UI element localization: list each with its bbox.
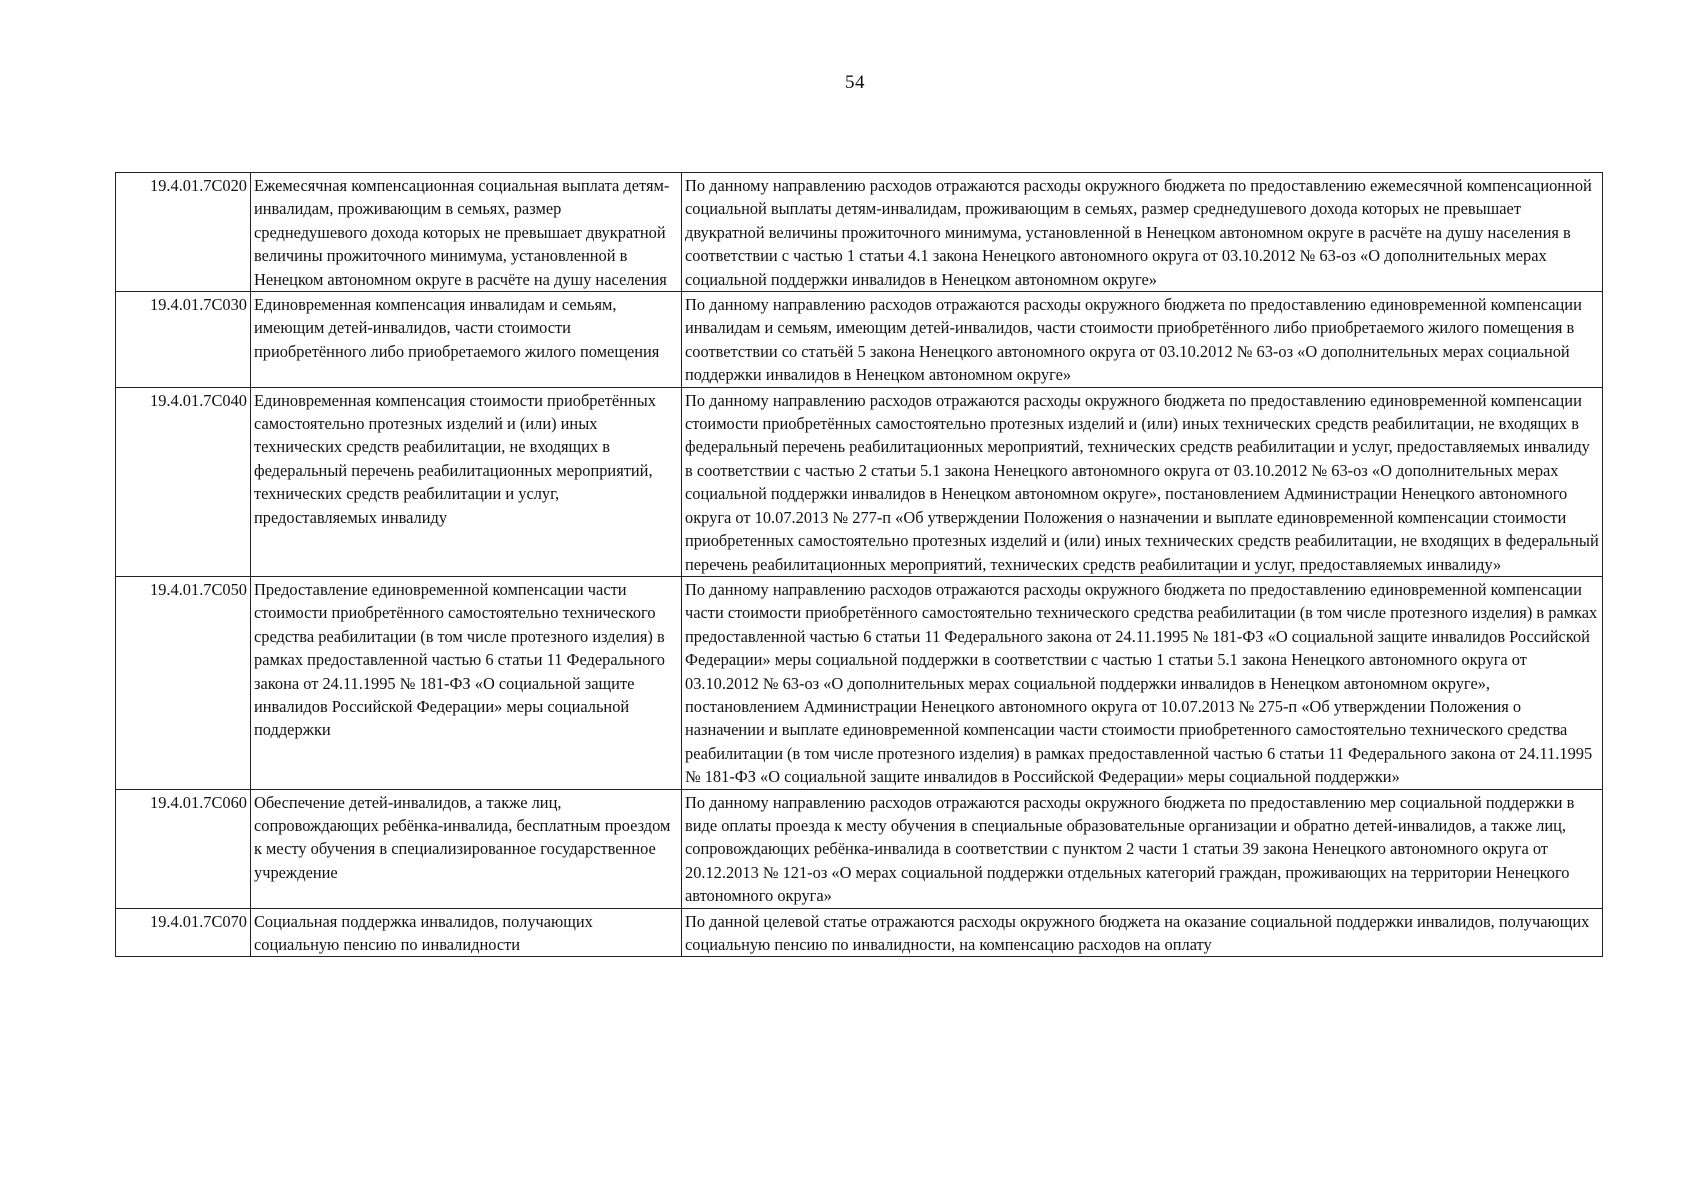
table-row [116, 908, 1603, 957]
table-row [116, 387, 1603, 576]
page-number: 54 [845, 72, 865, 93]
target-article-code: 19.4.01.7С040 [116, 387, 251, 576]
table-row [116, 789, 1603, 908]
target-article-name: Единовременная компенсация стоимости приобретённых самостоятельно протезных изделий и (или) иных технических средств реабилитации, не входящих в федеральный перечень реабилитационных мероприятий, технических средств реабилитации и услуг, предоставляемых инвалиду [251, 387, 682, 576]
target-article-description: По данному направлению расходов отражаются расходы окружного бюджета по предоставлению единовременной компенсации стоимости приобретённых самостоятельно протезных изделий и (или) иных технических средств реабилитации, не входящих в федеральный перечень реабилитационных мероприятий, технических средств реабилитации и услуг, предоставляемых инвалиду в соответствии с частью 2 статьи 5.1 закона Ненецкого автономного округа от 03.10.2012 № 63-оз «О дополнительных мерах социальной поддержки инвалидов в Ненецком автономном округе», постановлением Администрации Ненецкого автономного округа от 10.07.2013 № 277-п «Об утверждении Положения о назначении и выплате единовременной компенсации стоимости приобретенных самостоятельно протезных изделий и (или) иных технических средств реабилитации, не входящих в федеральный перечень реабилитационных мероприятий, технических средств реабилитации и услуг, предоставляемых инвалиду» [682, 387, 1603, 576]
target-article-description: По данному направлению расходов отражаются расходы окружного бюджета по предоставлению единовременной компенсации части стоимости приобретённого самостоятельно технического средства реабилитации (в том числе протезного изделия) в рамках предоставленной частью 6 статьи 11 Федерального закона от 24.11.1995 № 181-ФЗ «О социальной защите инвалидов Российской Федерации» меры социальной поддержки в соответствии с частью 1 статьи 5.1 закона Ненецкого автономного округа от 03.10.2012 № 63-оз «О дополнительных мерах социальной поддержки инвалидов в Ненецком автономном округе», постановлением Администрации Ненецкого автономного округа от 10.07.2013 № 275-п «Об утверждении Положения о назначении и выплате единовременной компенсации части стоимости приобретенного самостоятельно технического средства реабилитации (в том числе протезного изделия) в рамках предоставленной частью 6 статьи 11 Федерального закона от 24.11.1995 № 181-ФЗ «О социальной защите инвалидов в Российской Федерации» меры социальной поддержки» [682, 576, 1603, 789]
target-article-name: Обеспечение детей-инвалидов, а также лиц, сопровождающих ребёнка-инвалида, бесплатным проездом к месту обучения в специализированное государственное учреждение [251, 789, 682, 908]
target-article-description: По данному направлению расходов отражаются расходы окружного бюджета по предоставлению ежемесячной компенсационной социальной выплаты детям-инвалидам, проживающим в семьях, размер среднедушевого дохода которых не превышает двукратной величины прожиточного минимума, установленной в Ненецком автономном округе в расчёте на душу населения в соответствии с частью 1 статьи 4.1 закона Ненецкого автономного округа от 03.10.2012 № 63-оз «О дополнительных мерах социальной поддержки инвалидов в Ненецком автономном округе» [682, 173, 1603, 292]
target-article-name: Предоставление единовременной компенсации части стоимости приобретённого самостоятельно технического средства реабилитации (в том числе протезного изделия) в рамках предоставленной частью 6 статьи 11 Федерального закона от 24.11.1995 № 181-ФЗ «О социальной защите инвалидов Российской Федерации» меры социальной поддержки [251, 576, 682, 789]
target-article-code: 19.4.01.7С070 [116, 908, 251, 957]
budget-classification-table [115, 172, 1603, 957]
target-article-description: По данному направлению расходов отражаются расходы окружного бюджета по предоставлению единовременной компенсации инвалидам и семьям, имеющим детей-инвалидов, части стоимости приобретённого либо приобретаемого жилого помещения в соответствии со статьёй 5 закона Ненецкого автономного округа от 03.10.2012 № 63-оз «О дополнительных мерах социальной поддержки инвалидов в Ненецком автономном округе» [682, 292, 1603, 388]
table-row [116, 576, 1603, 789]
target-article-code: 19.4.01.7С030 [116, 292, 251, 388]
target-article-name: Ежемесячная компенсационная социальная выплата детям-инвалидам, проживающим в семьях, размер среднедушевого дохода которых не превышает двукратной величины прожиточного минимума, установленной в Ненецком автономном округе в расчёте на душу населения [251, 173, 682, 292]
target-article-code: 19.4.01.7С060 [116, 789, 251, 908]
target-article-description: По данной целевой статье отражаются расходы окружного бюджета на оказание социальной поддержки инвалидов, получающих социальную пенсию по инвалидности, на компенсацию расходов на оплату [682, 908, 1603, 957]
target-article-name: Единовременная компенсация инвалидам и семьям, имеющим детей-инвалидов, части стоимости приобретённого либо приобретаемого жилого помещения [251, 292, 682, 388]
target-article-description: По данному направлению расходов отражаются расходы окружного бюджета по предоставлению мер социальной поддержки в виде оплаты проезда к месту обучения в специальные образовательные организации и обратно детей-инвалидов, а также лиц, сопровождающих ребёнка-инвалида в соответствии с пунктом 2 части 1 статьи 39 закона Ненецкого автономного округа от 20.12.2013 № 121-оз «О мерах социальной поддержки отдельных категорий граждан, проживающих на территории Ненецкого автономного округа» [682, 789, 1603, 908]
target-article-code: 19.4.01.7С050 [116, 576, 251, 789]
table-row [116, 292, 1603, 388]
target-article-name: Социальная поддержка инвалидов, получающих социальную пенсию по инвалидности [251, 908, 682, 957]
target-article-code: 19.4.01.7С020 [116, 173, 251, 292]
table-row [116, 173, 1603, 292]
